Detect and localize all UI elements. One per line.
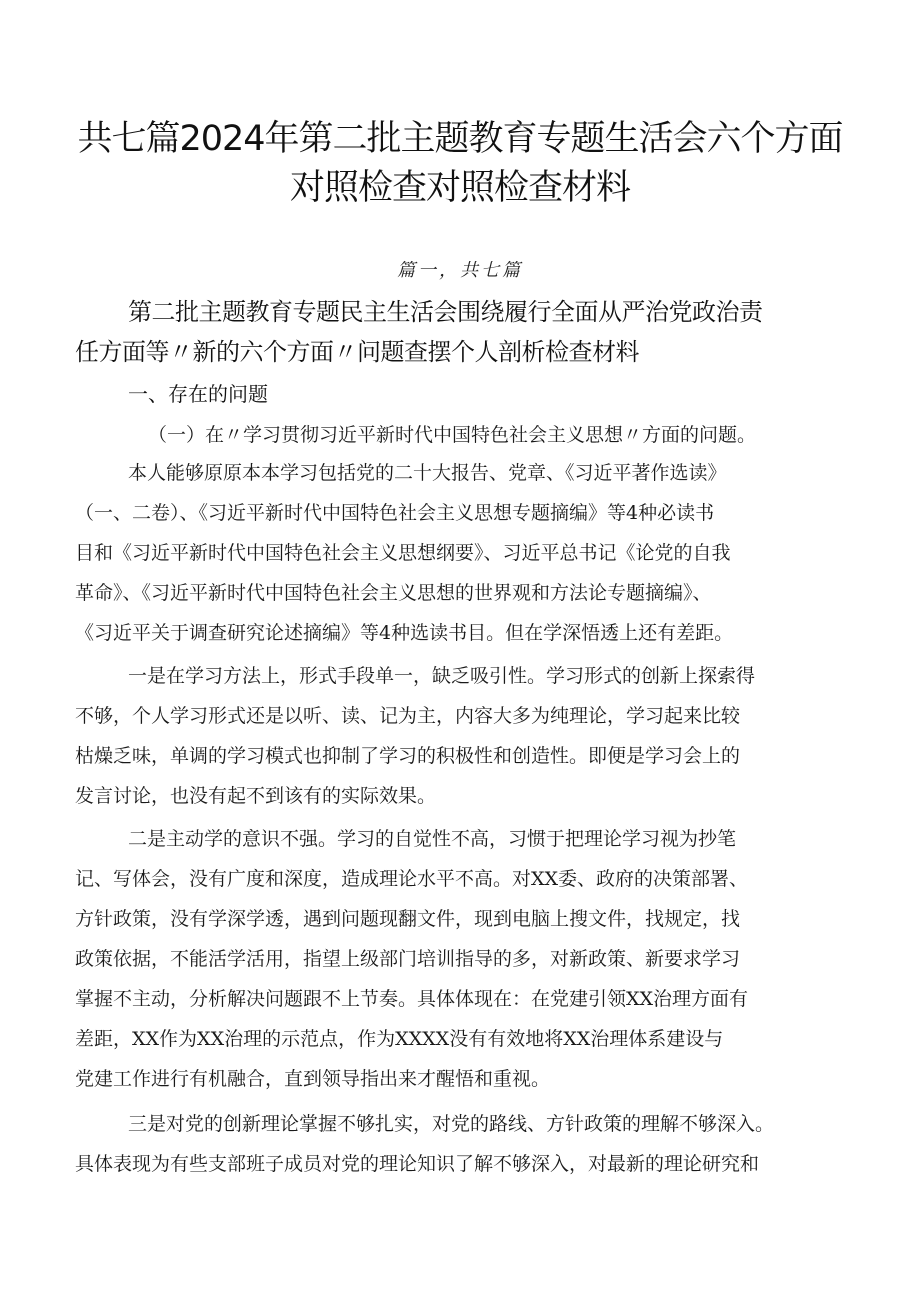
body-line: 方针政策，没有学深学透，遇到问题现翻文件，现到电脑上搜文件，找规定，找 xyxy=(75,908,741,930)
body-line: 差距，XX作为XX治理的示范点，作为XXXX没有有效地将XX治理体系建设与 xyxy=(75,1028,724,1050)
body-line: 三是对党的创新理论掌握不够扎实，对党的路线、方针政策的理解不够深入。 xyxy=(128,1113,775,1135)
body-line: 党建工作进行有机融合，直到领导指出来才醒悟和重视。 xyxy=(75,1068,551,1090)
body-line: （一）在〃学习贯彻习近平新时代中国特色社会主义思想〃方面的问题。 xyxy=(148,424,757,446)
body-line: 政策依据，不能活学活用，指望上级部门培训指导的多，对新政策、新要求学习 xyxy=(75,948,741,970)
body-line: 发言讨论，也没有起不到该有的实际效果。 xyxy=(75,785,437,807)
body-line: 《习近平关于调查研究论述摘编》等4种选读书目。但在学深悟透上还有差距。 xyxy=(75,622,734,644)
body-line: （一、二卷）、《习近平新时代中国特色社会主义思想专题摘编》等4种必读书 xyxy=(75,502,715,524)
body-line: 不够，个人学习形式还是以听、读、记为主，内容大多为纯理论，学习起来比较 xyxy=(75,705,741,727)
body-line: 二是主动学的意识不强。学习的自觉性不高，习惯于把理论学习视为抄笔 xyxy=(128,828,737,850)
part-label: 篇一，共七篇 xyxy=(397,260,523,281)
body-line: 掌握不主动，分析解决问题跟不上节奏。具体体现在：在党建引领XX治理方面有 xyxy=(75,988,749,1010)
subtitle-line-1: 第二批主题教育专题民主生活会围绕履行全面从严治党政治责 xyxy=(128,298,763,326)
subtitle-line-2: 任方面等〃新的六个方面〃问题查摆个人剖析检查材料 xyxy=(75,338,639,366)
body-line: 一是在学习方法上，形式手段单一，缺乏吸引性。学习形式的创新上探索得 xyxy=(128,665,756,687)
body-line: 枯燥乏味，单调的学习模式也抑制了学习的积极性和创造性。即便是学习会上的 xyxy=(75,745,741,767)
document-title-line-1: 共七篇2024年第二批主题教育专题生活会六个方面 xyxy=(77,119,843,159)
body-line: 革命》、《习近平新时代中国特色社会主义思想的世界观和方法论专题摘编》、 xyxy=(75,582,712,604)
body-line: 具体表现为有些支部班子成员对党的理论知识了解不够深入，对最新的理论研究和 xyxy=(75,1153,760,1175)
body-line: 记、写体会，没有广度和深度，造成理论水平不高。对XX委、政府的决策部署、 xyxy=(75,868,749,890)
section-heading: 一、存在的问题 xyxy=(128,382,268,406)
body-line: 目和《习近平新时代中国特色社会主义思想纲要》、习近平总书记《论党的自我 xyxy=(75,542,731,564)
document-title-line-2: 对照检查对照检查材料 xyxy=(289,168,630,208)
body-line: 本人能够原原本本学习包括党的二十大报告、党章、《习近平著作选读》 xyxy=(128,462,727,484)
